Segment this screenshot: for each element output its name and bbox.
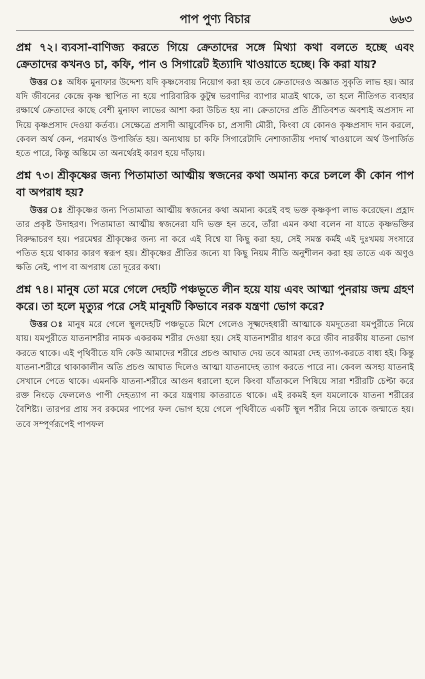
page-number: ৬৬৩ xyxy=(389,12,412,26)
question-number: প্রশ্ন ৭২। xyxy=(16,41,58,54)
question-text: ব্যবসা-বাণিজ্য করতে গিয়ে ক্রেতাদের সঙ্গে মিথ্যা কথা বলতে হচ্ছে এবং ক্রেতাদের কখনও চা, কফি, পান ও সিগারেট ইত্যাদি খাওয়াতে হচ্ছে। কি করা যায়? xyxy=(16,41,414,71)
answer xyxy=(16,76,414,161)
qa-section xyxy=(16,167,414,275)
question-text: শ্রীকৃষ্ণের জন্য পিতামাতা আত্মীয় স্বজনের কথা অমান্য করে চললে কী কোন পাপ বা অপরাধ হয়? xyxy=(16,169,414,200)
book-page xyxy=(16,6,414,674)
answer-label: উত্তর ঃ xyxy=(30,206,64,217)
answer-text: অধিক মুনাফার উদ্দেশ্য যদি কৃষ্ণসেবায় নিয়োগ করা হয় তবে ক্রেতাদেরও অজ্ঞাত সুকৃতি লাভ হয়। আর যদি জীবনের কেন্দ্রে কৃষ্ণ স্থাপিত না হয়ে পারিবারিক কুটুম্ব ভরণাদির ব্যাপার মাত্রই থাকে, তা হলে নীতিগত ব্যবহার রক্ষার্থে ক্রেতাদের কাছে বেশী মুনাফা লাভের আশা করা উচিত হয় না। ক্রেতাদের প্রতি প্রীতিবশত অবশ্যই অপ্রসাদ না দিয়ে কৃষ্ণপ্রসাদ দেওয়া কর্তব্য। সেক্ষেত্রে প্রসাদী আয়ুর্বেদিক চা, প্রসাদী মৌরী, কিংবা যে কোনও কৃষ্ণপ্রসাদ দান করলে, কেবল অর্থ কেন, পরমার্থও উপার্জিত হয়। অন্যথায় চা কফি সিগারেটাদি নেশাজাতীয় পদার্থ খাওয়ালে অর্থ উপার্জিত হতে পারে, কিন্তু অন্তিমে তা অনর্থেরই কারণ হয়ে দাঁড়ায়। xyxy=(16,78,414,160)
answer xyxy=(16,204,414,275)
question xyxy=(16,167,414,201)
question-number: প্রশ্ন ৭৩। xyxy=(16,169,54,183)
answer-text: শ্রীকৃষ্ণের জন্য পিতামাতা আত্মীয় স্বজনের কথা অমান্য করেই বহু ভক্ত কৃষ্ণকৃপা লাভ করেছেন। প্রহ্লাদ তার প্রকৃষ্ট উদাহরণ। পিতামাতা আত্মীয় স্বজনেরা যদি ভক্ত হন তবে, তাঁরা এমন কথা বলেন না যাতে কৃষ্ণভক্তির বিরুদ্ধাচরণ হয়। পরমেশ্বর শ্রীকৃষ্ণের জন্য না করে এই বিশ্বে যা কিছু করা হয়, সেই সমস্ত কর্মই এই দুঃখময় সংসারে পতিত হয়ে থাকার কারণ স্বরূপ হয়। শ্রীকৃষ্ণের প্রীতির জন্যে যা কিছু নিয়ম নীতি অনুশীলন করা হয় তাতে এক অণুও ক্ষতি নেই, পাপ বা অপরাধ তো দূরের কথা। xyxy=(16,206,414,274)
running-header xyxy=(16,6,414,31)
question-number: প্রশ্ন ৭৪। xyxy=(16,283,54,297)
answer-label: উত্তর ঃ xyxy=(30,78,63,88)
chapter-title: পাপ পুণ্য বিচার xyxy=(179,12,251,26)
question-text: মানুষ তো মরে গেলে দেহটি পঞ্চভূতে লীন হয়ে যায় এবং আত্মা পুনরায় জন্ম গ্রহণ করে। তা হলে মৃত্যুর পরে সেই মানুষটি কিভাবে নরক যন্ত্রণা ভোগ করে? xyxy=(16,283,414,314)
question xyxy=(16,39,414,73)
qa-section xyxy=(16,281,414,432)
question xyxy=(16,281,414,315)
answer xyxy=(16,318,414,432)
answer-text: মানুষ মরে গেলে স্থূলদেহটি পঞ্চভূতে মিশে গেলেও সূক্ষ্মদেহধারী আত্মাকে যমদূতেরা যমপুরীতে নিয়ে যায়। যমপুরীতে যাতনাশরীর নামক একরকম শরীর দেওয়া হয়। সেই যাতনাশরীর ধারণ করে জীব নারকীয় যাতনা ভোগ করতে থাকে। এই পৃথিবীতে যদি কেউ আমাদের শরীরে প্রচণ্ড আঘাত দেয় তবে আমরা দেহ ত্যাগ-করতে বাধ্য হই। কিন্তু যাতনা-শরীরে থাকাকালীন অতি প্রচণ্ড আঘাত দিলেও আত্মা যাতনাদেহ ত্যাগ করতে পারে না। কেবল অসহ্য যাতনাই সেখানে পেতে থাকে। এমনকি যাতনা-শরীরে আগুন ধরালো হলে কিংবা যাঁতাকলে পিষিয়ে সারা শরীরটি চেপ্টা করে রক্ত নিংড়ে ফেললেও পাপী দেহত্যাগ না করে যন্ত্রণায় কাতরাতে থাকে। এই রকমই হল যমলোকে যাতনা শরীরের বৈশিষ্ট্য। তারপর প্রায় সব রকমের পাপের ফল ভোগ হয়ে গেলে পৃথিবীতে একটি স্থূল শরীর নিয়ে তাকে জন্মাতে হয়। তবে সম্পূর্ণরূপেই পাপফল xyxy=(16,320,414,430)
answer-label: উত্তর ঃ xyxy=(30,320,64,331)
qa-section xyxy=(16,39,414,161)
